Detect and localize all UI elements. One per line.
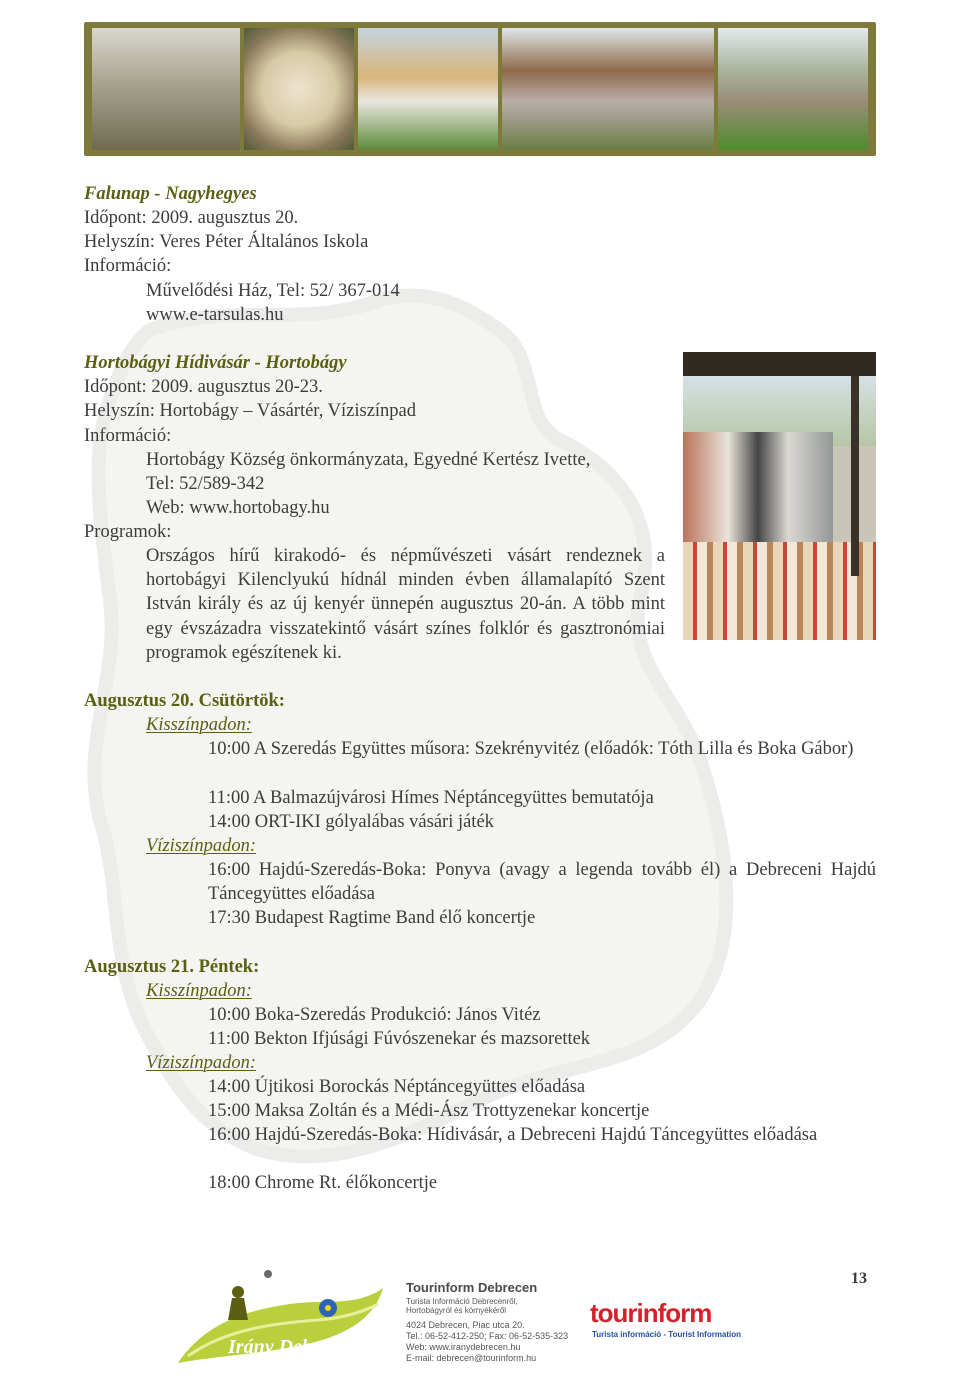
hidivasar-phone: Tel: 52/589-342 xyxy=(146,474,265,494)
hidivasar-info-label: Információ: xyxy=(84,426,172,446)
day2-venue-water-stage: Víziszínpadon: xyxy=(146,1053,256,1073)
photo-wooden-figures xyxy=(358,28,498,150)
falunap-date: Időpont: 2009. augusztus 20. xyxy=(84,208,299,228)
day2-heading: Augusztus 21. Péntek: xyxy=(84,957,260,977)
market-pole xyxy=(851,376,859,576)
header-photo-banner xyxy=(84,22,876,156)
footer-email: E-mail: debrecen@tourinform.hu xyxy=(406,1353,537,1363)
market-roof xyxy=(683,352,876,376)
page-number: 13 xyxy=(851,1270,867,1287)
day1-program-item: 10:00 A Szeredás Együttes műsora: Szekrényvitéz (előadók: Tóth Lilla és Boka Gábor) xyxy=(208,739,854,759)
tourinform-tagline: Turista információ - Tourist Information xyxy=(592,1330,742,1339)
footer-address: 4024 Debrecen, Piac utca 20. xyxy=(406,1320,525,1330)
hidivasar-date: Időpont: 2009. augusztus 20-23. xyxy=(84,377,323,397)
day1-heading: Augusztus 20. Csütörtök: xyxy=(84,691,285,711)
day1-venue-water-stage: Víziszínpadon: xyxy=(146,836,256,856)
day2-program-item: 10:00 Boka-Szeredás Produkció: János Vitéz xyxy=(208,1005,541,1025)
day1-program-item: 16:00 Hajdú-Szeredás-Boka: Ponyva (avagy a legenda tovább él) a Debreceni Hajdú Táncegyüttes előadása xyxy=(208,860,876,905)
falunap-website: www.e-tarsulas.hu xyxy=(146,305,284,325)
day2-program-item: 16:00 Hajdú-Szeredás-Boka: Hídivásár, a Debreceni Hajdú Táncegyüttes előadása xyxy=(208,1125,818,1145)
falunap-info-line: Művelődési Ház, Tel: 52/ 367-014 xyxy=(146,281,400,301)
day1-program-item: 11:00 A Balmazújvárosi Hímes Néptáncegyüttes bemutatója xyxy=(208,788,654,808)
footer-office-title: Tourinform Debrecen xyxy=(406,1280,538,1295)
footer-office-subtitle: Hortobágyról és környékéről xyxy=(406,1306,507,1315)
day2-program-item: 15:00 Maksa Zoltán és a Médi-Ász Trottyzenekar koncertje xyxy=(208,1101,650,1121)
footer-phone: Tel.: 06-52-412-250; Fax: 06-52-535-323 xyxy=(406,1331,569,1341)
footer-office-subtitle: Turista Információ Debrecenről, xyxy=(406,1297,518,1306)
day1-program-item: 14:00 ORT-IKI gólyalábas vásári játék xyxy=(208,812,494,832)
photo-village-crowd xyxy=(502,28,714,150)
photo-carved-plate xyxy=(244,28,354,150)
market-people xyxy=(683,432,833,552)
hidivasar-programs-label: Programok: xyxy=(84,522,172,542)
falunap-location: Helyszín: Veres Péter Általános Iskola xyxy=(84,232,369,252)
hidivasar-website: Web: www.hortobagy.hu xyxy=(146,498,330,518)
photo-dancers xyxy=(718,28,868,150)
footer-logo-text: Irány Debrecen xyxy=(228,1336,358,1358)
hidivasar-programs-text: Országos hírű kirakodó- és népművészeti vásárt rendeznek a hortobágyi Kilenclyukú hídnál minden évben államalapító Szent István király és az új kenyér ünnepén augusztus 20-án. A több mint egy évszázadra visszatekintő vásárt színes folklór és gasztronómiai programok egészítenek ki. xyxy=(146,546,665,663)
falunap-info-label: Információ: xyxy=(84,256,172,276)
market-goods xyxy=(683,542,876,640)
photo-herdsmen xyxy=(92,28,240,150)
day2-program-item: 11:00 Bekton Ifjúsági Fúvószenekar és mazsorettek xyxy=(208,1029,591,1049)
hidivasar-info-line: Hortobágy Község önkormányzata, Egyedné Kertész Ivette, xyxy=(146,450,591,470)
day2-program-item: 18:00 Chrome Rt. élőkoncertje xyxy=(208,1173,438,1193)
tourinform-brand-logo: tourinform xyxy=(590,1298,712,1328)
market-stall-photo xyxy=(683,352,876,640)
hidivasar-location: Helyszín: Hortobágy – Vásártér, Víziszínpad xyxy=(84,401,417,421)
day1-venue-small-stage: Kisszínpadon: xyxy=(146,715,252,735)
falunap-title: Falunap - Nagyhegyes xyxy=(84,184,257,204)
footer-tourinform-ad xyxy=(168,1268,760,1370)
day2-program-item: 14:00 Újtikosi Borockás Néptáncegyüttes előadása xyxy=(208,1077,586,1097)
day1-program-item: 17:30 Budapest Ragtime Band élő koncertje xyxy=(208,908,536,928)
hidivasar-title: Hortobágyi Hídivásár - Hortobágy xyxy=(84,353,347,373)
day2-venue-small-stage: Kisszínpadon: xyxy=(146,981,252,1001)
footer-web: Web: www.iranydebrecen.hu xyxy=(406,1342,521,1352)
